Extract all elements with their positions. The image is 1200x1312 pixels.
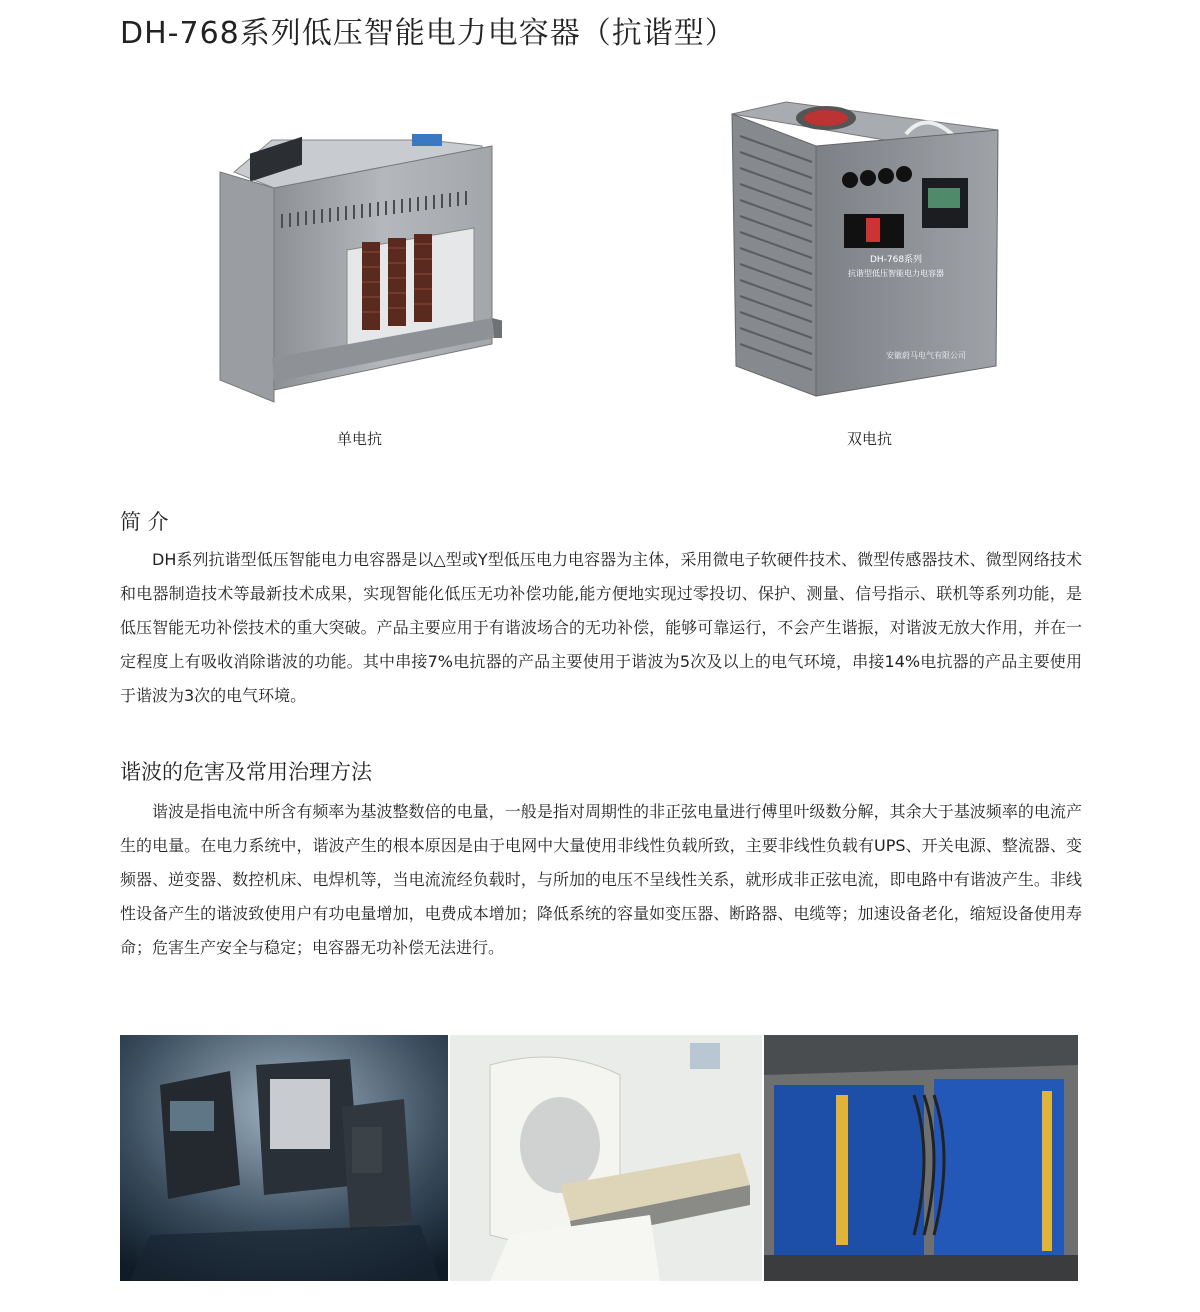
product-label-name: 抗谐型低压智能电力电容器 <box>848 269 944 278</box>
intro-heading: 简 介 <box>120 510 169 534</box>
product-caption-double-reactor: 双电抗 <box>847 430 893 448</box>
product-label-series: DH-768系列 <box>869 255 923 265</box>
page-title: DH-768系列低压智能电力电容器（抗谐型） <box>120 16 736 51</box>
harmonics-heading: 谐波的危害及常用治理方法 <box>120 760 372 784</box>
intro-paragraph: DH系列抗谐型低压智能电力电容器是以△型或Y型低压电力电容器为主体，采用微电子软硬件技术、微型传感器技术、微型网络技术和电器制造技术等最新技术成果，实现智能化低压无功补偿功能,能方便地实现过零投切、保护、测量、信号指示、联机等系列功能，是低压智能无功补偿技术的重大突破。产品主要应用于有谐波场合的无功补偿，能够可靠运行，不会产生谐振，对谐波无放大作用，并在一定程度上有吸收消除谐波的功能。其中串接7%电抗器的产品主要使用于谐波为5次及以上的电气环境，串接14%电抗器的产品主要使用于谐波为3次的电气环境。 <box>120 550 1082 705</box>
product-image-single-reactor <box>212 132 502 412</box>
induction-furnace-photo <box>764 1035 1078 1281</box>
product-image-double-reactor <box>726 96 1006 402</box>
harmonics-paragraph: 谐波是指电流中所含有频率为基波整数倍的电量，一般是指对周期性的非正弦电量进行傅里叶级数分解，其余大于基波频率的电流产生的电量。在电力系统中，谐波产生的根本原因是由于电网中大量使用非线性负载所致，主要非线性负载有UPS、开关电源、整流器、变频器、逆变器、数控机床、电焊机等，当电流流经负载时，与所加的电压不呈线性关系，就形成非正弦电流，即电路中有谐波产生。非线性设备产生的谐波致使用户有功电量增加，电费成本增加；降低系统的容量如变压器、断路器、电缆等；加速设备老化，缩短设备使用寿命；危害生产安全与稳定；电容器无功补偿无法进行。 <box>120 802 1082 957</box>
product-label-maker: 安徽蔚马电气有限公司 <box>886 351 966 360</box>
medical-imaging-equipment-photo <box>450 1035 762 1281</box>
product-caption-single-reactor: 单电抗 <box>337 430 383 448</box>
frequency-inverters-photo <box>120 1035 448 1281</box>
